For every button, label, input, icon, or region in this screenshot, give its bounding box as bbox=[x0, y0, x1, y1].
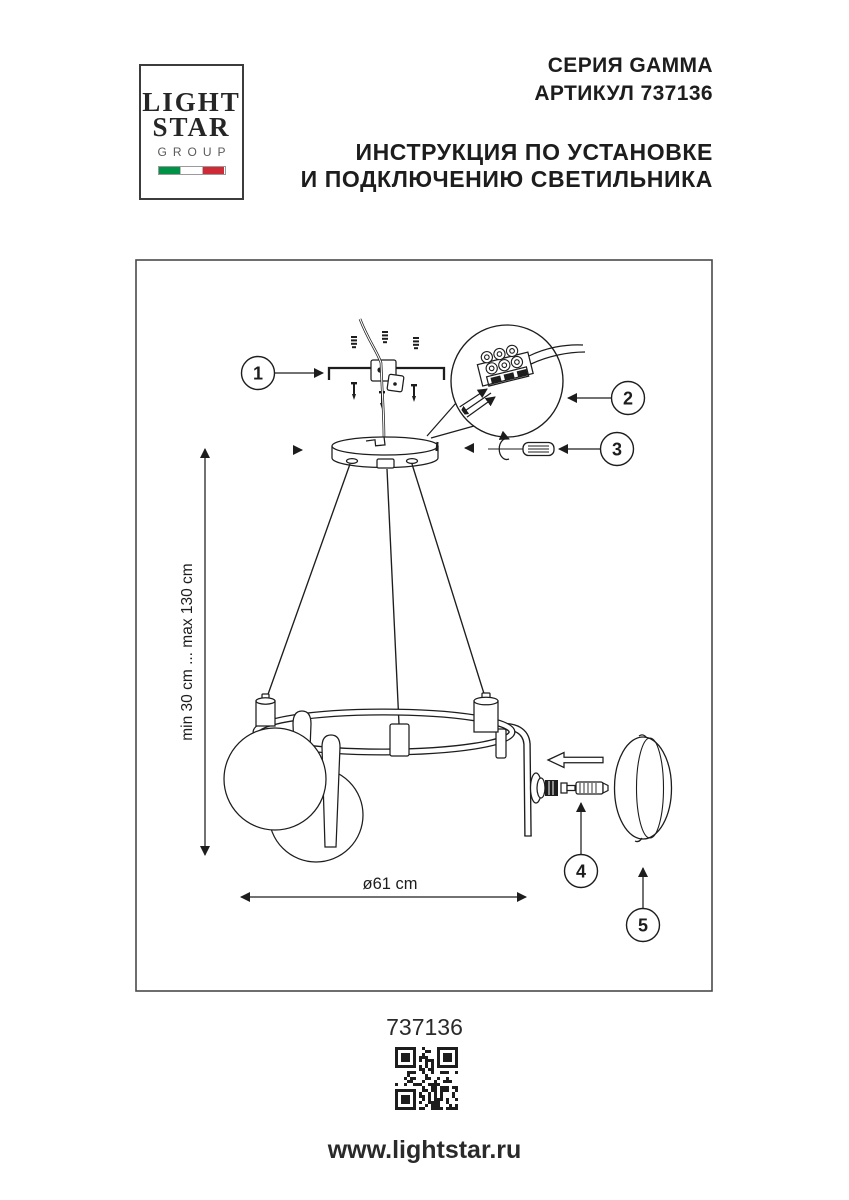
terminal-detail-callout bbox=[427, 325, 585, 438]
callout-1 bbox=[242, 357, 324, 390]
callout-5 bbox=[627, 868, 660, 942]
suspension-rod-left bbox=[256, 694, 275, 726]
vertical-dimension-label: min 30 cm ... max 130 cm bbox=[179, 563, 196, 741]
callout-4 bbox=[565, 803, 598, 888]
logo-word-light: LIGHT bbox=[142, 86, 241, 117]
glass-shade-front bbox=[224, 728, 326, 830]
callout-3 bbox=[559, 433, 634, 466]
horizontal-dimension bbox=[241, 875, 526, 897]
article-label: АРТИКУЛ 737136 bbox=[534, 82, 713, 105]
ceiling-canopy bbox=[332, 437, 438, 468]
cable-lock-block bbox=[390, 724, 409, 756]
vertical-dimension bbox=[179, 449, 205, 855]
mounting-bracket bbox=[329, 360, 444, 392]
svg-text:3: 3 bbox=[611, 439, 623, 460]
qr-code bbox=[395, 1047, 458, 1110]
logo-word-star: STAR bbox=[152, 111, 231, 142]
arm-bracket-tab bbox=[496, 729, 506, 758]
adjustment-screw bbox=[488, 439, 554, 460]
suspension-rod-right bbox=[474, 693, 498, 732]
website-url: www.lightstar.ru bbox=[327, 1136, 522, 1164]
horizontal-dimension-label: ø61 cm bbox=[362, 875, 418, 893]
footer-article-number: 737136 bbox=[386, 1014, 463, 1040]
socket-and-bulb bbox=[531, 773, 609, 803]
svg-text:1: 1 bbox=[252, 363, 264, 384]
hanging-cables bbox=[266, 464, 486, 724]
callout-2 bbox=[568, 382, 645, 415]
diagram-border bbox=[136, 260, 712, 991]
series-label: СЕРИЯ GAMMA bbox=[547, 54, 713, 77]
title-line-1: ИНСТРУКЦИЯ ПО УСТАНОВКЕ bbox=[355, 139, 713, 165]
title-line-2: И ПОДКЛЮЧЕНИЮ СВЕТИЛЬНИКА bbox=[300, 166, 713, 192]
svg-text:4: 4 bbox=[575, 861, 587, 882]
glass-shade-item bbox=[615, 735, 672, 842]
insert-direction-arrow bbox=[548, 753, 603, 768]
svg-text:5: 5 bbox=[637, 915, 649, 936]
svg-text:2: 2 bbox=[622, 388, 634, 409]
logo-word-group: GROUP bbox=[157, 144, 232, 159]
wall-dowels bbox=[351, 331, 419, 349]
